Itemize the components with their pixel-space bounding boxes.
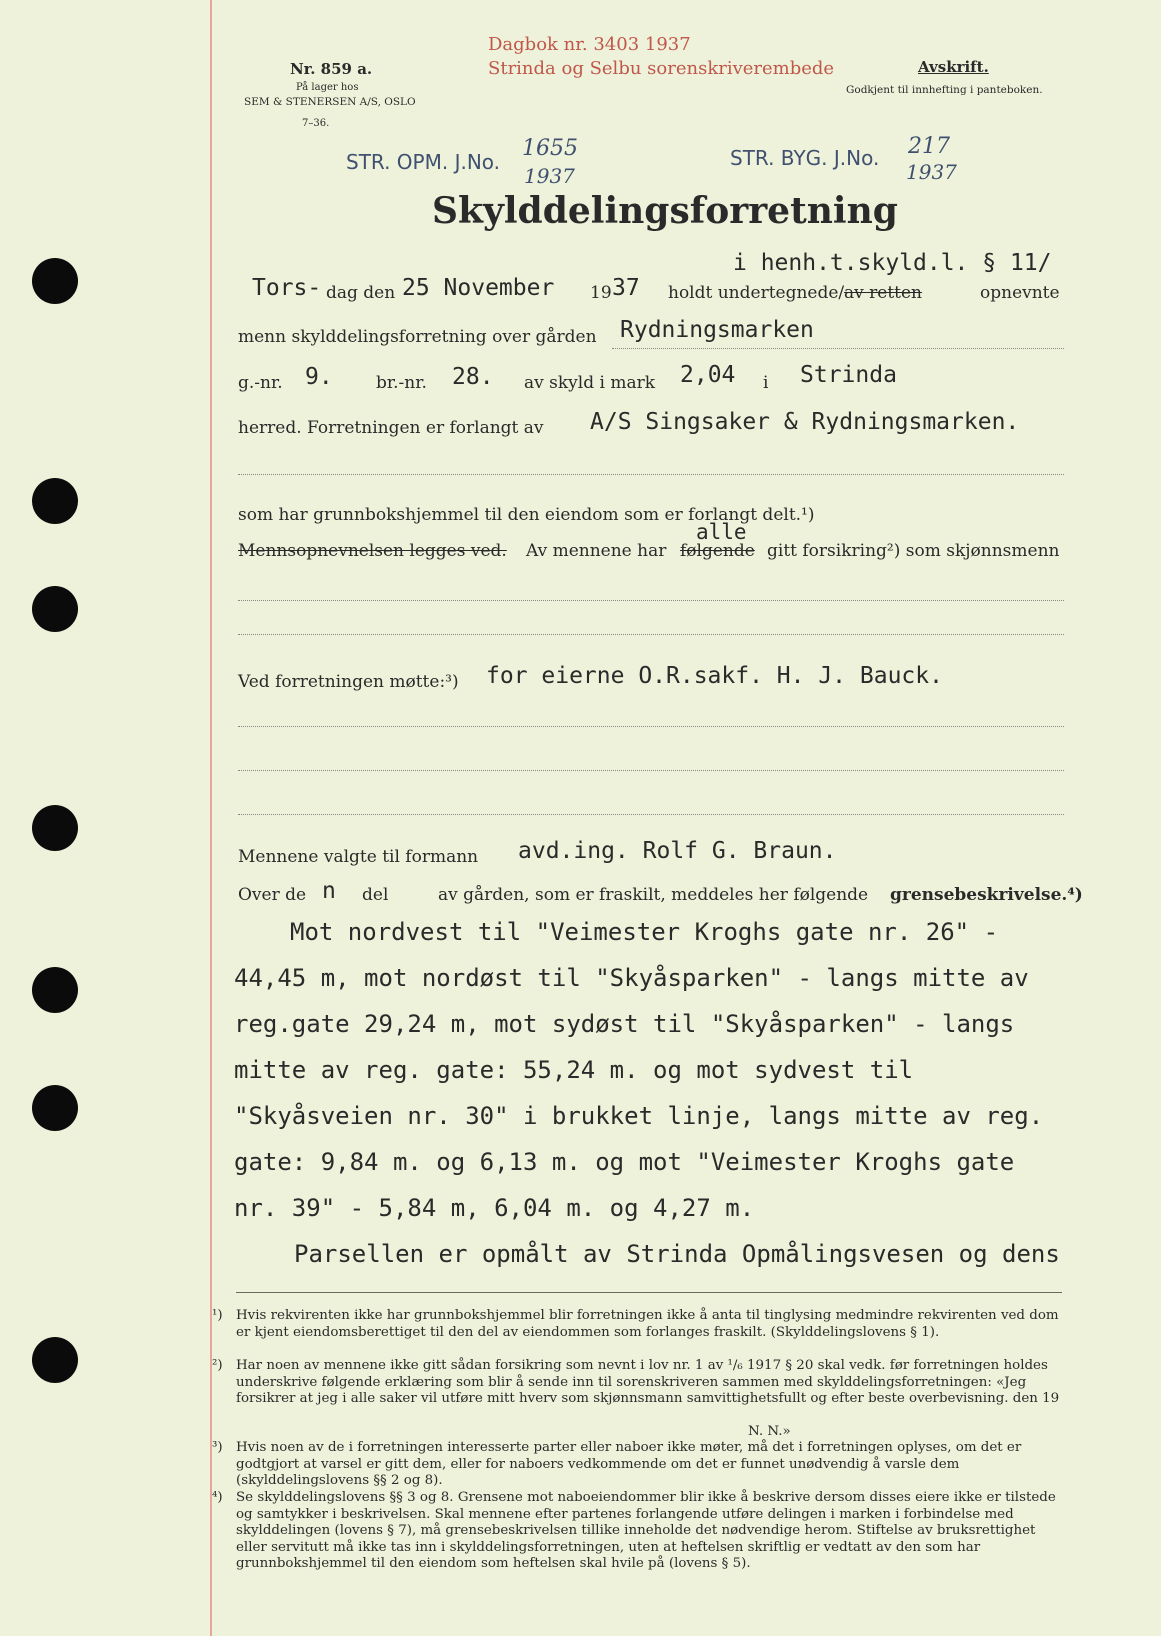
footnote-divider bbox=[236, 1292, 1062, 1293]
punch-hole-icon bbox=[32, 586, 78, 632]
fill-line bbox=[238, 814, 1064, 815]
punch-hole-icon bbox=[32, 1337, 78, 1383]
mote-value: for eierne O.R.sakf. H. J. Bauck. bbox=[486, 663, 943, 689]
opm-journal-number: 1655 bbox=[522, 136, 578, 161]
margin-line bbox=[210, 0, 212, 1636]
footnote-signature: N. N.» bbox=[748, 1424, 791, 1439]
description-line: "Skyåsveien nr. 30" i brukket linje, langs mitte av reg. bbox=[234, 1102, 1044, 1130]
fill-line bbox=[238, 770, 1064, 771]
brnr-value: 28. bbox=[452, 364, 494, 390]
fill-line bbox=[238, 726, 1064, 727]
farm-name: Rydningsmarken bbox=[620, 317, 814, 343]
office-stamp: Strinda og Selbu sorenskriverembede bbox=[488, 58, 835, 79]
fill-line bbox=[238, 634, 1064, 635]
copy-label: Avskrift. bbox=[918, 58, 989, 76]
law-reference: i henh.t.skyld.l. § 11/ bbox=[733, 250, 1052, 276]
gnr-value: 9. bbox=[305, 364, 333, 390]
av-mennene-label: Av mennene har bbox=[526, 541, 667, 561]
description-line: nr. 39" - 5,84 m, 6,04 m. og 4,27 m. bbox=[234, 1194, 755, 1222]
punch-hole-icon bbox=[32, 478, 78, 524]
av-garden-label: av gården, som er fraskilt, meddeles her følgende bbox=[438, 885, 869, 905]
struck-text: av retten bbox=[844, 283, 923, 303]
dag-den-label: dag den bbox=[326, 283, 396, 303]
formann-label: Mennene valgte til formann bbox=[238, 847, 479, 867]
description-line: gate: 9,84 m. og 6,13 m. og mot "Veimester Kroghs gate bbox=[234, 1148, 1015, 1176]
year-suffix: 37 bbox=[612, 275, 640, 301]
punch-hole-icon bbox=[32, 967, 78, 1013]
publisher-line2: SEM & STENERSEN A/S, OSLO bbox=[244, 96, 416, 108]
print-date: 7–36. bbox=[302, 118, 330, 129]
form-number: Nr. 859 a. bbox=[290, 60, 373, 78]
opm-journal-year: 1937 bbox=[524, 164, 575, 188]
struck-text: følgende bbox=[680, 541, 755, 561]
gnr-label: g.-nr. bbox=[238, 373, 283, 393]
publisher-line1: På lager hos bbox=[296, 82, 359, 93]
footnote-2: ²) Har noen av mennene ikke gitt sådan forsikring som nevnt i lov nr. 1 av ¹/₆ 1917 § 20 skal vedk. før forretningen holdes underskrive følgende erklæring som blir å sende inn til sorenskriveren sammen med skylddelingsforretningen: «Jeg forsikrer at jeg i alle saker vil utføre mitt hverv som skjønnsmann samvittighetsfullt og efter beste overbevisning. den 19 bbox=[212, 1358, 1060, 1406]
i-label: i bbox=[763, 373, 769, 393]
page-title: Skylddelingsforretning bbox=[432, 190, 898, 232]
hjemmel-text: som har grunnbokshjemmel til den eiendom som er forlangt delt.¹) bbox=[238, 505, 815, 525]
year-prefix: 19 bbox=[590, 283, 612, 303]
holdt-label: holdt undertegnede/ bbox=[668, 283, 845, 303]
description-line: 44,45 m, mot nordøst til "Skyåsparken" - langs mitte av bbox=[234, 964, 1029, 992]
dagbok-stamp: Dagbok nr. 3403 1937 bbox=[488, 34, 691, 55]
fill-line bbox=[238, 600, 1064, 601]
footnote-4: ⁴) Se skylddelingslovens §§ 3 og 8. Grensene mot naboeiendommer blir ikke å beskrive dersom disses eiere ikke er tilstede og samtykker i beskrivelsen. Skal mennene efter partenes forlangende utføre delingen i marken i forbindelse med skylddelingen (lovens § 7), må grensebeskrivelsen tillike inneholde det nødvendige herom. Stiftelse av bruksrettighet eller servitutt må ikke tas inn i skylddelingsforretningen, uten at heftelsen skriftlig er vedtatt av den som har grunnbokshjemmel til den eiendom som heftelsen skal hvile på (lovens § 5). bbox=[212, 1490, 1056, 1571]
description-line: Parsellen er opmålt av Strinda Opmålingsvesen og dens bbox=[294, 1240, 1060, 1268]
farm-label: menn skylddelingsforretning over gården bbox=[238, 327, 597, 347]
byg-journal-number: 217 bbox=[908, 134, 950, 159]
fill-line bbox=[238, 474, 1064, 475]
punch-hole-icon bbox=[32, 1085, 78, 1131]
herred-label: herred. Forretningen er forlangt av bbox=[238, 418, 544, 438]
byg-journal-label: STR. BYG. J.No. bbox=[730, 146, 880, 170]
footnote-3: ³) Hvis noen av de i forretningen interesserte parter eller naboer ikke møter, må det i forretningen oplyses, om det er godtgjort at varsel er gitt dem, eller for naboers vedkommende om det er funnet unødvendig å varsle dem (skylddelingslovens §§ 2 og 8). bbox=[212, 1440, 1022, 1488]
skyld-label: av skyld i mark bbox=[524, 373, 656, 393]
punch-hole-icon bbox=[32, 805, 78, 851]
municipality: Strinda bbox=[800, 362, 897, 388]
alle-insert: alle bbox=[696, 520, 747, 544]
description-line: mitte av reg. gate: 55,24 m. og mot sydvest til bbox=[234, 1056, 914, 1084]
opnevnte-label: opnevnte bbox=[980, 283, 1060, 303]
date-value: 25 November bbox=[402, 275, 555, 301]
fill-line bbox=[612, 348, 1064, 349]
description-line: reg.gate 29,24 m, mot sydøst til "Skyåsparken" - langs bbox=[234, 1010, 1015, 1038]
opm-journal-label: STR. OPM. J.No. bbox=[346, 150, 501, 174]
requester: A/S Singsaker & Rydningsmarken. bbox=[590, 409, 1020, 435]
byg-journal-year: 1937 bbox=[906, 160, 957, 184]
copy-note: Godkjent til innhefting i panteboken. bbox=[846, 84, 1043, 96]
n-value: n bbox=[322, 878, 336, 904]
weekday: Tors- bbox=[252, 275, 322, 301]
mote-label: Ved forretningen møtte:³) bbox=[238, 672, 459, 692]
over-de-label: Over de bbox=[238, 885, 307, 905]
brnr-label: br.-nr. bbox=[376, 373, 427, 393]
footnote-1: ¹) Hvis rekvirenten ikke har grunnbokshjemmel blir forretningen ikke å anta til tinglysing medmindre rekvirenten ved dom er kjent eiendomsberettiget til den del av eiendommen som forlanges fraskilt. (Skylddelingslovens § 1). bbox=[212, 1308, 1059, 1340]
punch-hole-icon bbox=[32, 258, 78, 304]
struck-text: Mennsopnevnelsen legges ved. bbox=[238, 541, 507, 561]
del-label: del bbox=[362, 885, 389, 905]
description-line: Mot nordvest til "Veimester Kroghs gate nr. 26" - bbox=[290, 918, 999, 946]
skyld-value: 2,04 bbox=[680, 362, 736, 388]
forsikring-text: gitt forsikring²) som skjønnsmenn bbox=[767, 541, 1060, 561]
grense-label: grensebeskrivelse.⁴) bbox=[890, 885, 1083, 905]
formann-value: avd.ing. Rolf G. Braun. bbox=[518, 838, 837, 864]
